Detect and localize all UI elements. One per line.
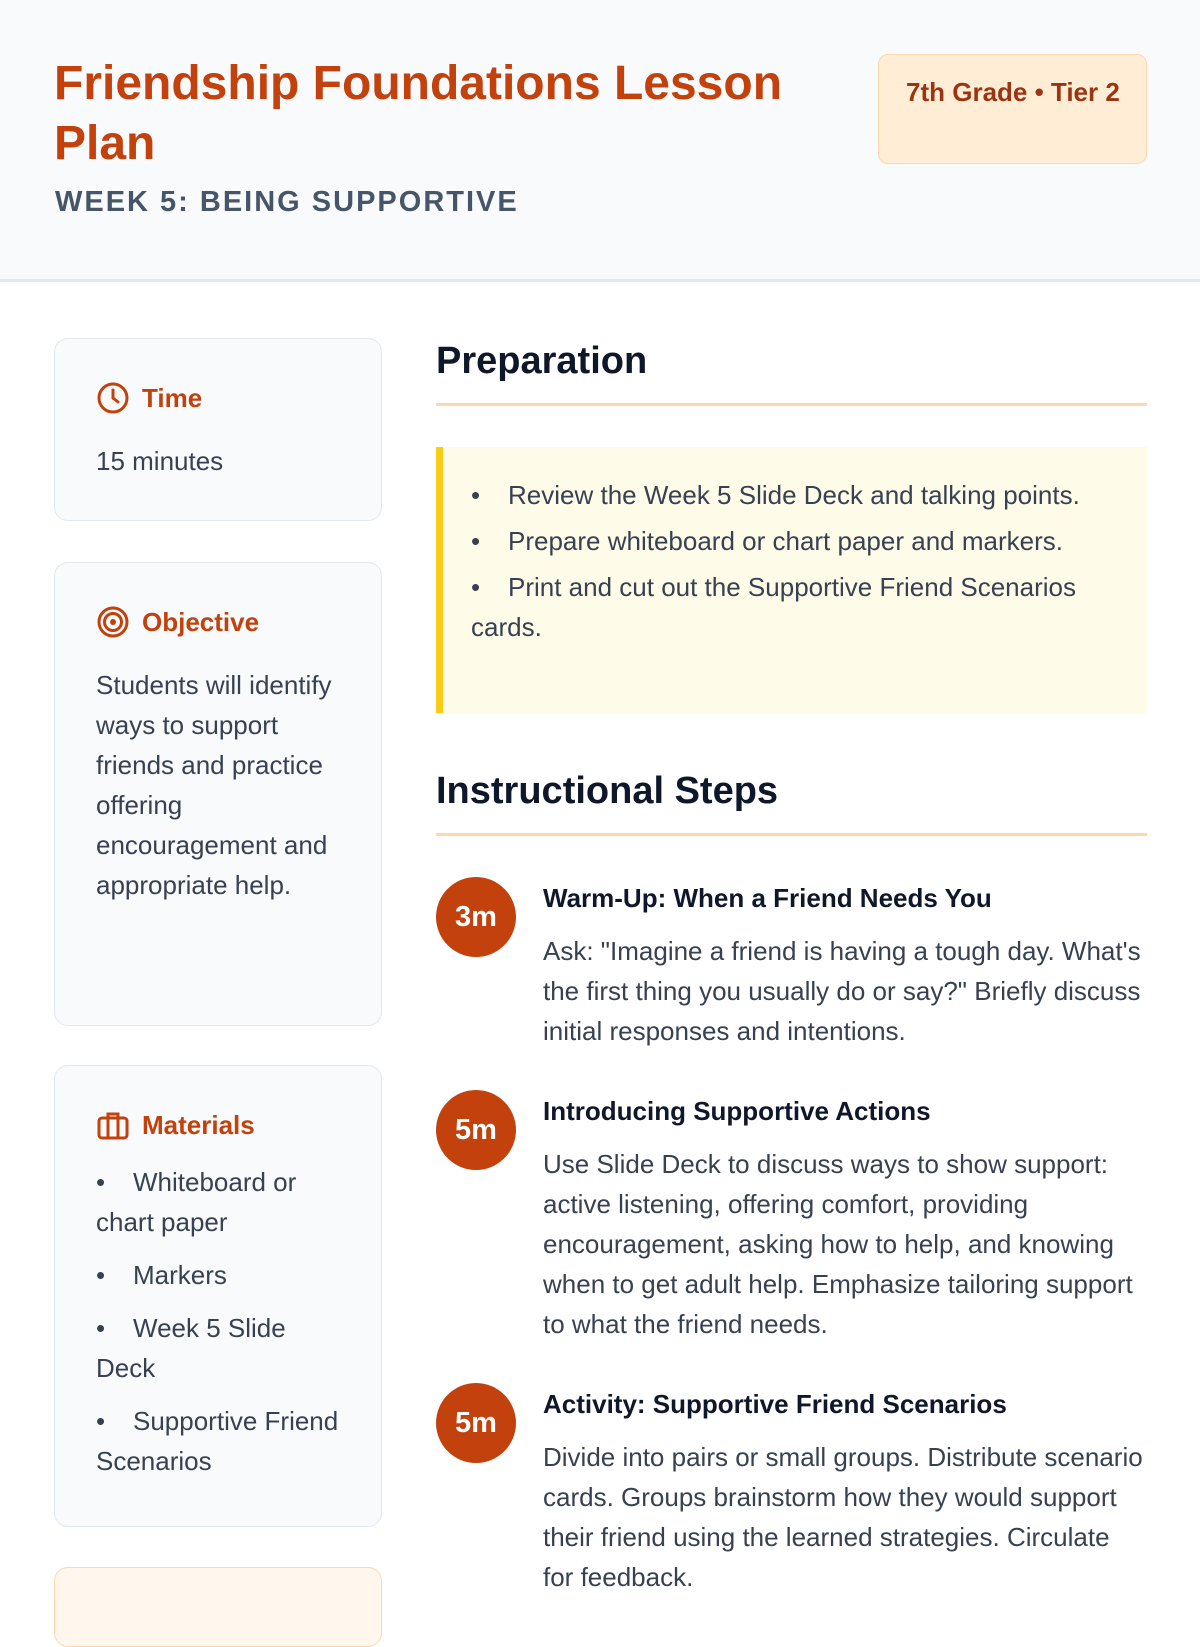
materials-item: • Markers: [96, 1255, 351, 1295]
step-description: Divide into pairs or small groups. Distribute scenario cards. Groups brainstorm how they would support their friend using the learned strategies. Circulate for feedback.: [543, 1442, 1143, 1592]
preparation-box: [436, 447, 1147, 713]
objective-card: [54, 562, 382, 1026]
duration-badge: 5m: [436, 1090, 516, 1170]
preparation-item: • Prepare whiteboard or chart paper and markers.: [471, 521, 1117, 561]
time-value: 15 minutes: [96, 446, 224, 476]
preparation-item: • Print and cut out the Supportive Friend Scenarios cards.: [471, 567, 1117, 647]
grade-tier-badge: 7th Grade • Tier 2: [878, 54, 1147, 164]
instructional-divider: [436, 833, 1147, 836]
page-title: Friendship Foundations Lesson Plan: [54, 57, 783, 170]
instructional-heading: Instructional Steps: [436, 770, 779, 812]
next-card: [54, 1567, 382, 1647]
page-header: [0, 0, 1200, 282]
preparation-item: • Review the Week 5 Slide Deck and talking points.: [471, 475, 1117, 515]
materials-label: Materials: [142, 1109, 255, 1140]
briefcase-icon: [96, 1108, 130, 1142]
step-title: Introducing Supportive Actions: [543, 1096, 931, 1126]
materials-item: • Week 5 Slide Deck: [96, 1308, 351, 1388]
step-description: Ask: "Imagine a friend is having a tough day. What's the first thing you usually do or say?" Briefly discuss initial responses and intentions.: [543, 936, 1141, 1046]
step-description: Use Slide Deck to discuss ways to show support: active listening, offering comfort, providing encouragement, asking how to help, and knowing when to get adult help. Emphasize tailoring support to what the friend needs.: [543, 1149, 1133, 1339]
materials-item: • Whiteboard or chart paper: [96, 1162, 351, 1242]
step-title: Activity: Supportive Friend Scenarios: [543, 1389, 1007, 1419]
duration-badge: 3m: [436, 877, 516, 957]
time-card: [54, 338, 382, 521]
objective-text: Students will identify ways to support friends and practice offering encouragement and appropriate help.: [96, 670, 332, 900]
time-label: Time: [142, 382, 203, 413]
preparation-heading: Preparation: [436, 340, 648, 382]
materials-item: • Supportive Friend Scenarios: [96, 1401, 351, 1481]
target-icon: [96, 605, 130, 639]
materials-list: [96, 1162, 351, 1481]
objective-label: Objective: [142, 606, 260, 637]
page-subtitle: WEEK 5: BEING SUPPORTIVE: [55, 186, 519, 218]
clock-icon: [96, 381, 130, 415]
preparation-list: [471, 475, 1117, 647]
duration-badge: 5m: [436, 1383, 516, 1463]
step-title: Warm-Up: When a Friend Needs You: [543, 883, 992, 913]
preparation-divider: [436, 403, 1147, 406]
materials-card: [54, 1065, 382, 1527]
